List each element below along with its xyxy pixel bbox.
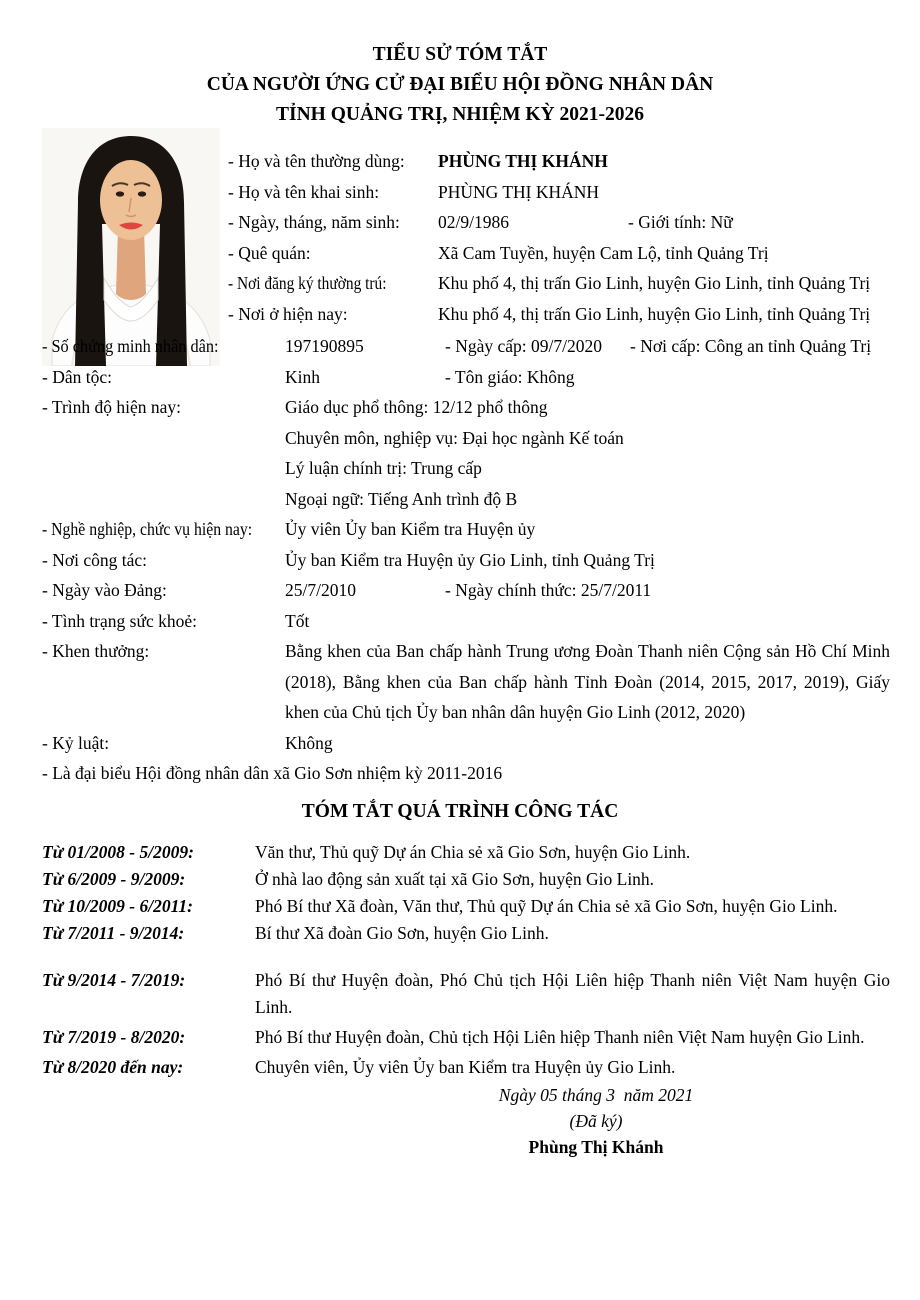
- discipline-label: - Kỷ luật:: [42, 732, 110, 753]
- dob-value: 02/9/1986: [438, 212, 509, 232]
- hometown-value: Xã Cam Tuyền, huyện Cam Lộ, tỉnh Quảng Trị: [438, 242, 769, 263]
- career-period: Từ 7/2019 - 8/2020:: [42, 1026, 186, 1047]
- document-title: [0, 0, 920, 130]
- id-number-value: 197190895: [285, 336, 364, 356]
- field-row-hometown: [228, 238, 890, 269]
- workplace-value: Ủy ban Kiểm tra Huyện ủy Gio Linh, tỉnh Quảng Trị: [285, 549, 655, 570]
- career-description: Ở nhà lao động sản xuất tại xã Gio Sơn, huyện Gio Linh.: [255, 868, 655, 889]
- career-description: Phó Bí thư Huyện đoàn, Phó Chủ tịch Hội Liên hiệp Thanh niên Việt Nam huyện Gio Linh.: [255, 969, 890, 1017]
- signed-note: (Đã ký): [569, 1110, 623, 1131]
- party-join-value: 25/7/2010: [285, 580, 356, 600]
- current-residence-label: - Nơi ở hiện nay:: [228, 303, 348, 324]
- details-section: [42, 331, 890, 789]
- current-residence-value: Khu phố 4, thị trấn Gio Linh, huyện Gio Linh, tỉnh Quảng Trị: [438, 303, 871, 324]
- field-row-party-date: [42, 575, 890, 606]
- field-row-workplace: [42, 545, 890, 576]
- ethnicity-label: - Dân tộc:: [42, 366, 112, 387]
- field-row-perm-residence: [228, 268, 890, 299]
- health-label: - Tình trạng sức khoẻ:: [42, 610, 197, 631]
- delegate-note: - Là đại biểu Hội đồng nhân dân xã Gio Sơn nhiệm kỳ 2011-2016: [42, 763, 503, 783]
- party-join-label: - Ngày vào Đảng:: [42, 580, 167, 600]
- title-line-3: TỈNH QUẢNG TRỊ, NHIỆM KỲ 2021-2026: [276, 104, 644, 125]
- education-language: Ngoại ngữ: Tiếng Anh trình độ B: [285, 488, 518, 509]
- field-row-education: [42, 392, 890, 514]
- dob-label: - Ngày, tháng, năm sinh:: [228, 212, 400, 232]
- career-period: Từ 8/2020 đến nay:: [42, 1056, 184, 1077]
- awards-value: Bằng khen của Ban chấp hành Trung ương Đoàn Thanh niên Cộng sản Hồ Chí Minh (2018), Bằng khen của Ban chấp hành Tỉnh Đoàn (2014, 2015, 2017, 2019), Giấy khen của Chủ tịch Ủy ban nhân dân huyện Gio Linh (2012, 2020): [285, 641, 890, 722]
- career-period: Từ 6/2009 - 9/2009:: [42, 868, 186, 889]
- field-row-id-number: [42, 331, 890, 362]
- career-period: Từ 01/2008 - 5/2009:: [42, 841, 194, 862]
- field-row-dob: [228, 207, 890, 238]
- career-description: Văn thư, Thủ quỹ Dự án Chia sẻ xã Gio Sơn, huyện Gio Linh.: [255, 841, 691, 862]
- birth-name-value: PHÙNG THỊ KHÁNH: [438, 181, 600, 202]
- workplace-label: - Nơi công tác:: [42, 549, 147, 570]
- signer-name: Phùng Thị Khánh: [528, 1136, 664, 1157]
- career-entry-1: [42, 839, 890, 866]
- signature-date: Ngày 05 tháng 3 năm 2021: [498, 1084, 694, 1105]
- career-entry-6: [42, 1024, 890, 1051]
- career-description: Phó Bí thư Huyện đoàn, Chủ tịch Hội Liên hiệp Thanh niên Việt Nam huyện Gio Linh.: [255, 1026, 865, 1047]
- birth-name-label: - Họ và tên khai sinh:: [228, 181, 380, 202]
- career-entry-7: [42, 1054, 890, 1081]
- occupation-label: - Nghề nghiệp, chức vụ hiện nay:: [42, 519, 253, 539]
- field-row-occupation: [42, 514, 890, 545]
- ethnicity-value: Kinh: [285, 366, 320, 387]
- education-professional: Chuyên môn, nghiệp vụ: Đại học ngành Kế toán: [285, 427, 624, 448]
- education-general: Giáo dục phổ thông: 12/12 phổ thông: [285, 397, 548, 417]
- field-row-ethnicity: [42, 362, 890, 393]
- education-values: [285, 392, 890, 514]
- career-period: Từ 7/2011 - 9/2014:: [42, 922, 185, 943]
- education-political: Lý luận chính trị: Trung cấp: [285, 458, 482, 478]
- perm-residence-value: Khu phố 4, thị trấn Gio Linh, huyện Gio Linh, tỉnh Quảng Trị: [438, 273, 871, 293]
- career-entry-3: [42, 893, 890, 920]
- discipline-value: Không: [285, 732, 333, 753]
- career-section: [42, 839, 890, 1081]
- career-description: Bí thư Xã đoàn Gio Sơn, huyện Gio Linh.: [255, 922, 549, 943]
- id-issue-place: - Nơi cấp: Công an tỉnh Quảng Trị: [630, 336, 872, 356]
- career-section-heading: TÓM TẮT QUÁ TRÌNH CÔNG TÁC: [301, 800, 619, 822]
- career-description: Chuyên viên, Ủy viên Ủy ban Kiểm tra Huyện ủy Gio Linh.: [255, 1056, 676, 1077]
- field-row-birth-name: [228, 177, 890, 208]
- common-name-value: PHÙNG THỊ KHÁNH: [438, 151, 608, 171]
- gender-label: - Giới tính: Nữ: [628, 212, 733, 232]
- hometown-label: - Quê quán:: [228, 242, 311, 263]
- field-row-discipline: [42, 728, 890, 759]
- education-label: - Trình độ hiện nay:: [42, 397, 182, 417]
- id-issue-date: - Ngày cấp: 09/7/2020: [445, 336, 602, 356]
- field-row-current-residence: [228, 299, 890, 330]
- career-description: Phó Bí thư Xã đoàn, Văn thư, Thủ quỹ Dự án Chia sẻ xã Gio Sơn, huyện Gio Linh.: [255, 895, 838, 916]
- religion-label: - Tôn giáo: Không: [445, 366, 575, 387]
- id-number-label: - Số chứng minh nhân dân:: [42, 336, 219, 356]
- title-line-1: TIỂU SỬ TÓM TẮT: [372, 44, 548, 65]
- career-period: Từ 10/2009 - 6/2011:: [42, 895, 193, 916]
- field-row-health: [42, 606, 890, 637]
- signature-block: [396, 1082, 796, 1160]
- common-name-label: - Họ và tên thường dùng:: [228, 151, 405, 171]
- perm-residence-label: - Nơi đăng ký thường trú:: [228, 273, 387, 293]
- career-period: Từ 9/2014 - 7/2019:: [42, 969, 186, 990]
- career-entry-4: [42, 920, 890, 947]
- awards-label: - Khen thưởng:: [42, 641, 150, 661]
- career-entry-2: [42, 866, 890, 893]
- health-value: Tốt: [285, 610, 310, 631]
- identity-section: [228, 146, 890, 329]
- title-line-2: CỦA NGƯỜI ỨNG CỬ ĐẠI BIỂU HỘI ĐỒNG NHÂN DÂN: [206, 74, 714, 95]
- field-row-awards: [42, 636, 890, 728]
- career-entry-5: [42, 967, 890, 1021]
- field-row-common-name: [228, 146, 890, 177]
- party-official-label: - Ngày chính thức: 25/7/2011: [445, 580, 652, 600]
- occupation-value: Ủy viên Ủy ban Kiểm tra Huyện ủy: [285, 519, 536, 539]
